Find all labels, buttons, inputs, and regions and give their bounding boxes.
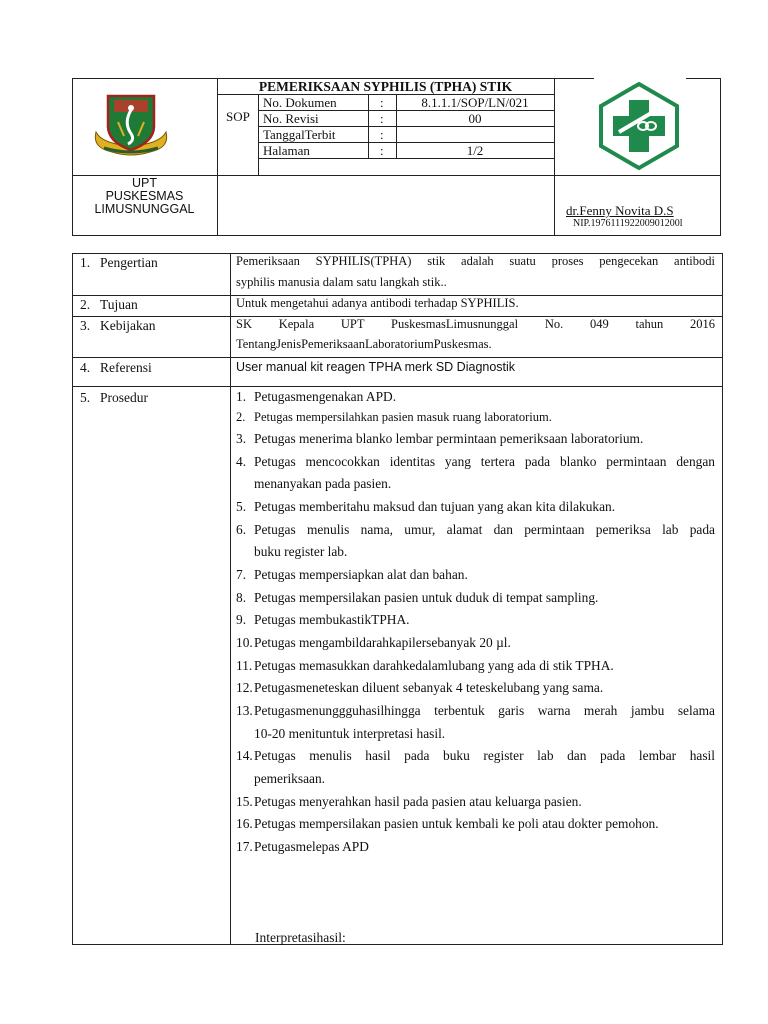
section-number: 5. <box>80 390 91 405</box>
field-label-halaman: Halaman <box>263 143 310 158</box>
section-label-pengertian: Pengertian <box>100 255 158 270</box>
field-sep: : <box>380 127 384 142</box>
referensi-text: User manual kit reagen TPHA merk SD Diagnostik <box>236 360 516 374</box>
field-label-no-dokumen: No. Dokumen <box>263 95 337 110</box>
field-value-no-dokumen: 8.1.1.1/SOP/LN/021 <box>421 95 529 110</box>
section-number: 3. <box>80 318 91 333</box>
section-number: 2. <box>80 297 91 312</box>
org-name-line1: UPT <box>132 176 157 190</box>
org-name-line3: LIMUSNUNGGAL <box>94 202 195 216</box>
field-sep: : <box>380 111 384 126</box>
field-sep: : <box>380 95 384 110</box>
section-number: 1. <box>80 255 91 270</box>
document-title: PEMERIKSAAN SYPHILIS (TPHA) STIK <box>258 79 513 94</box>
signer-nip: NIP.197611192200901200l <box>573 218 683 229</box>
regency-emblem <box>90 92 172 158</box>
kebijakan-line1: SK Kepala UPT PuskesmasLimusnunggal No. 049 tahun 2016 <box>236 317 715 331</box>
sop-label: SOP <box>226 109 250 124</box>
interpretation-label: Interpretasihasil: <box>255 930 346 945</box>
puskesmas-cross-icon <box>593 80 685 172</box>
field-value-no-revisi: 00 <box>468 111 482 126</box>
kebijakan-line2: TentangJenisPemeriksaanLaboratoriumPuskesmas. <box>236 337 492 351</box>
pengertian-line1: Pemeriksaan SYPHILIS(TPHA) stik adalah suatu proses pengecekan antibodi <box>236 254 715 268</box>
section-label-kebijakan: Kebijakan <box>100 318 156 333</box>
section-label-referensi: Referensi <box>100 360 152 375</box>
field-sep: : <box>380 143 384 158</box>
section-number: 4. <box>80 360 91 375</box>
org-name-line2: PUSKESMAS <box>105 189 184 203</box>
field-label-no-revisi: No. Revisi <box>263 111 319 126</box>
tujuan-text: Untuk mengetahui adanya antibodi terhadap SYPHILIS. <box>236 296 519 310</box>
field-value-halaman: 1/2 <box>466 143 484 158</box>
pengertian-line2: syphilis manusia dalam satu langkah stik.. <box>236 275 447 289</box>
section-label-tujuan: Tujuan <box>100 297 138 312</box>
field-label-tanggal-terbit: TanggalTerbit <box>263 127 336 142</box>
section-label-prosedur: Prosedur <box>100 390 148 405</box>
signer-name: dr.Fenny Novita D.S <box>566 203 674 218</box>
